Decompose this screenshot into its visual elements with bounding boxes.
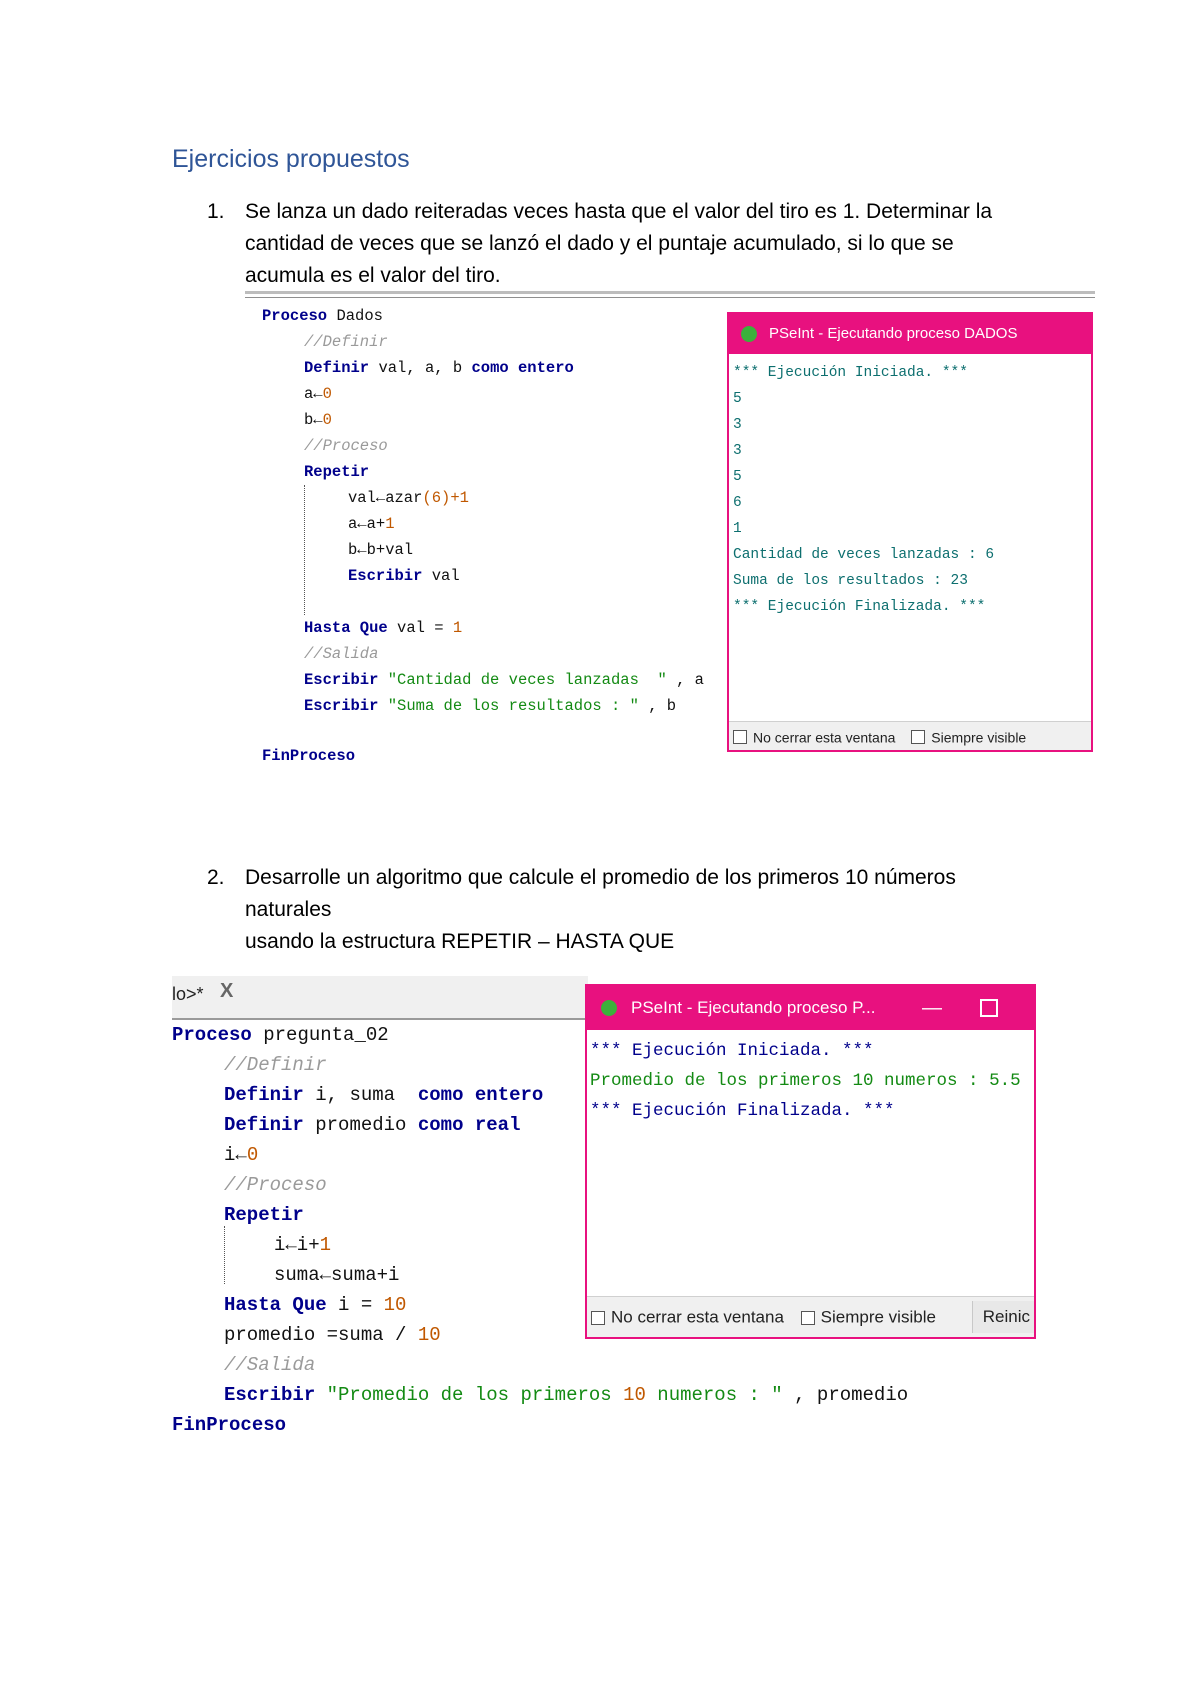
console-line: *** Ejecución Iniciada. *** — [733, 365, 968, 381]
console-line-result: Promedio de los primeros 10 numeros : 5.5 — [590, 1071, 1021, 1091]
kw-proceso: Proceso — [172, 1024, 252, 1046]
no-cerrar-label: No cerrar esta ventana — [611, 1307, 784, 1327]
assign-b: b← — [304, 411, 323, 429]
pseint-output-window-1 — [727, 312, 1093, 752]
comment-proceso: //Proceso — [304, 437, 388, 455]
console-line: Cantidad de veces lanzadas : 6 — [733, 547, 995, 563]
kw-real: real — [474, 1114, 521, 1136]
comment-proceso: //Proceso — [224, 1174, 327, 1196]
console-line-end: *** Ejecución Finalizada. *** — [590, 1101, 895, 1121]
assign-b-value: 0 — [322, 411, 332, 429]
maximize-icon[interactable] — [980, 999, 998, 1017]
hasta-cond: val = — [397, 619, 453, 637]
no-cerrar-checkbox[interactable] — [733, 730, 747, 744]
var-list-2: promedio — [315, 1114, 407, 1136]
question-1-line-3: acumula es el valor del tiro. — [245, 264, 501, 287]
comment-salida: //Salida — [304, 645, 379, 663]
kw-escribir: Escribir — [224, 1384, 316, 1406]
console-output — [587, 1030, 1034, 1132]
accumulate-b: b←b+val — [348, 541, 414, 559]
question-1-line-2: cantidad de veces que se lanzó el dado y el puntaje acumulado, si lo que se — [245, 232, 954, 255]
proc-name: Dados — [336, 307, 383, 325]
question-2-line-3: usando la estructura REPETIR – HASTA QUE — [245, 930, 675, 953]
siempre-visible-checkbox[interactable] — [801, 1311, 815, 1325]
kw-hasta-que: Hasta Que — [304, 619, 388, 637]
section-heading: Ejercicios propuestos — [172, 145, 410, 173]
escribir-promedio: , promedio — [782, 1384, 909, 1406]
kw-entero: entero — [518, 359, 574, 377]
console-line: 6 — [733, 495, 742, 511]
var-list: val, a, b — [378, 359, 463, 377]
editor-tab-strip — [245, 291, 1095, 294]
siempre-visible-checkbox[interactable] — [911, 730, 925, 744]
question-1-number: 1. — [207, 200, 225, 223]
window-title-bar[interactable] — [729, 314, 1091, 354]
string-cantidad: "Cantidad de veces lanzadas " — [387, 671, 667, 689]
assign-i: i← — [224, 1144, 247, 1166]
accumulate-suma: suma←suma+i — [274, 1264, 400, 1286]
loop-guide-line — [304, 485, 305, 615]
kw-entero: entero — [474, 1084, 544, 1106]
console-line: 5 — [733, 469, 742, 485]
console-line: 5 — [733, 391, 742, 407]
string-suma: "Suma de los resultados : " — [387, 697, 639, 715]
hasta-value: 1 — [452, 619, 463, 637]
pseint-icon — [601, 1000, 617, 1016]
no-cerrar-checkbox[interactable] — [591, 1311, 605, 1325]
question-2-number: 2. — [207, 866, 225, 889]
loop-guide-line — [224, 1226, 225, 1284]
reiniciar-button[interactable]: Reinic — [972, 1301, 1034, 1333]
question-2-line-1: Desarrolle un algoritmo que calcule el promedio de los primeros 10 números — [245, 866, 956, 889]
kw-definir: Definir — [224, 1114, 304, 1136]
console-line: 1 — [733, 521, 742, 537]
window-title-bar[interactable] — [587, 986, 1034, 1030]
kw-como: como — [471, 359, 509, 377]
string-promedio-num: 10 — [623, 1384, 646, 1406]
escribir-val: val — [431, 567, 460, 585]
console-line: 3 — [733, 443, 742, 459]
kw-finproceso: FinProceso — [172, 1414, 287, 1436]
promedio-assign: promedio =suma / — [224, 1324, 418, 1346]
siempre-visible-label: Siempre visible — [820, 1307, 936, 1327]
kw-como: como — [417, 1084, 464, 1106]
kw-hasta-que: Hasta Que — [224, 1294, 327, 1316]
increment-a-value: 1 — [385, 515, 395, 533]
question-1-line-1: Se lanza un dado reiteradas veces hasta que el valor del tiro es 1. Determinar la — [245, 200, 993, 223]
assign-val: val←azar — [348, 489, 423, 507]
window-title: PSeInt - Ejecutando proceso DADOS — [769, 325, 1018, 342]
window-footer — [729, 721, 1091, 750]
question-1 — [207, 196, 1065, 292]
string-promedio-a: "Promedio de los primeros — [326, 1384, 624, 1406]
comment-definir: //Definir — [224, 1054, 327, 1076]
minimize-icon[interactable]: — — [922, 997, 942, 1019]
promedio-divisor: 10 — [417, 1324, 441, 1346]
pseint-output-window-2 — [585, 984, 1036, 1339]
comment-salida: //Salida — [224, 1354, 316, 1376]
kw-repetir: Repetir — [224, 1204, 304, 1226]
question-2 — [207, 862, 1065, 958]
escribir-a: , a — [666, 671, 704, 689]
editor-tab[interactable]: lo>* — [172, 984, 204, 1004]
kw-finproceso: FinProceso — [262, 747, 356, 765]
kw-escribir: Escribir — [304, 671, 379, 689]
azar-arg: (6)+1 — [422, 489, 469, 507]
hasta-cond: i = — [338, 1294, 384, 1316]
assign-a: a← — [304, 385, 323, 403]
string-promedio-b: numeros : " — [645, 1384, 783, 1406]
window-title: PSeInt - Ejecutando proceso P... — [631, 998, 876, 1017]
kw-como: como — [417, 1114, 464, 1136]
kw-escribir: Escribir — [304, 697, 379, 715]
console-line-start: *** Ejecución Iniciada. *** — [590, 1041, 874, 1061]
var-list-1: i, suma — [315, 1084, 396, 1106]
pseint-icon — [741, 326, 757, 342]
assign-i-value: 0 — [246, 1144, 259, 1166]
assign-a-value: 0 — [322, 385, 332, 403]
editor-divider — [245, 297, 1095, 298]
close-tab-icon[interactable]: X — [220, 980, 234, 1002]
increment-i-value: 1 — [319, 1234, 332, 1256]
kw-proceso: Proceso — [262, 307, 328, 325]
console-line: *** Ejecución Finalizada. *** — [733, 599, 986, 615]
escribir-b: , b — [638, 697, 677, 715]
kw-escribir: Escribir — [348, 567, 423, 585]
kw-repetir: Repetir — [304, 463, 370, 481]
editor-tab-bar — [172, 976, 588, 1020]
question-2-line-2: naturales — [245, 898, 332, 921]
console-output — [729, 354, 1091, 626]
console-line: 3 — [733, 417, 742, 433]
console-line: Suma de los resultados : 23 — [733, 573, 968, 589]
no-cerrar-label: No cerrar esta ventana — [753, 729, 896, 746]
increment-i: i←i+ — [274, 1234, 320, 1256]
hasta-value: 10 — [383, 1294, 407, 1316]
window-footer — [587, 1296, 1034, 1337]
proc-name: pregunta_02 — [263, 1024, 389, 1046]
kw-definir: Definir — [224, 1084, 304, 1106]
kw-definir: Definir — [304, 359, 370, 377]
increment-a: a←a+ — [348, 515, 386, 533]
siempre-visible-label: Siempre visible — [931, 729, 1027, 746]
code-block-1 — [262, 305, 704, 765]
comment-definir: //Definir — [304, 333, 388, 351]
